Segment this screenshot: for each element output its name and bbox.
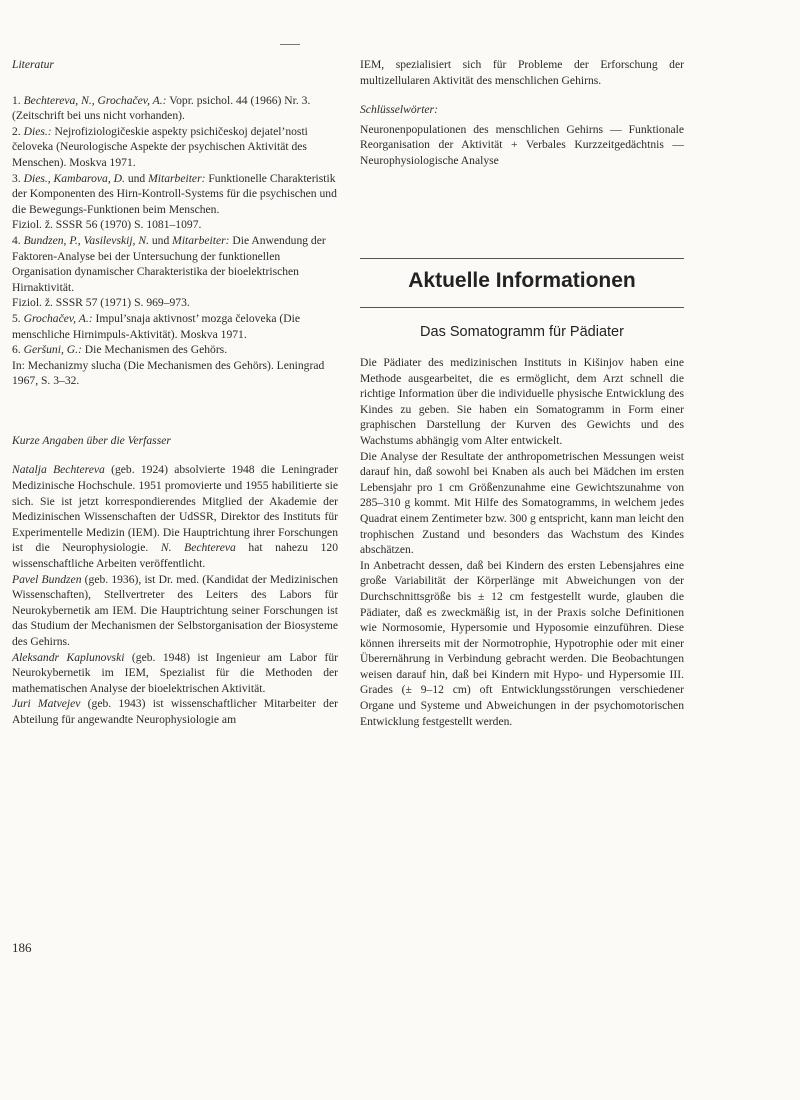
reference-item: 6. Geršuni, G.: Die Mechanismen des Gehörs. [12, 343, 228, 357]
article-paragraph: Die Analyse der Resultate der anthropometrischen Messungen weist darauf hin, daß sowohl bei Knaben als auch bei Mädchen im ersten Lebensjahr pro 1 cm Größenzunahme eine Gewichtszunahme von 285–310 g kommt. Mit Hilfe des Somatogramms, in welchem jedes Quadrat einem Zentimeter bzw. 300 g entspricht, kann man leicht den trophischen Zustand und besonders das Wachstum des Kindes abschätzen. [360, 449, 684, 557]
reference-item: 5. Grochačev, A.: Impul’snaja aktivnost’ mozga čeloveka (Die menschliche Hirnimpuls-Aktivität). Moskva 1971. [12, 311, 301, 341]
article-body [360, 355, 684, 729]
left-column [12, 57, 338, 728]
bio-continuation: IEM, spezialisiert sich für Probleme der Erforschung der multizellularen Aktivität des menschlichen Gehirns. [360, 58, 684, 87]
keywords-heading: Schlüsselwörter: [360, 103, 438, 117]
article-title: Das Somatogramm für Pädiater [420, 324, 624, 340]
reference-note: (Zeitschrift bei uns nicht vorhanden). [12, 109, 185, 123]
author-bio: Aleksandr Kaplunovski (geb. 1948) ist Ingenieur am Labor für Neurokybernetik im IEM, Spezialist für die Methoden der mathematischen Analyse der bioelektrischen Aktivität. [12, 650, 339, 695]
reference-item: 4. Bundzen, P., Vasilevskij, N. und Mitarbeiter: Die Anwendung der Faktoren-Analyse bei der Untersuchung der funktionellen Organisation dynamischer Charakteristika der bioelektrischen Hirnaktivität. [12, 233, 326, 294]
section-rule-top [360, 258, 684, 259]
bio-heading: Kurze Angaben über die Verfasser [12, 433, 171, 447]
author-bio: Pavel Bundzen (geb. 1936), ist Dr. med. (Kandidat der Medizinischen Wissenschaften), Stellvertreter des Leiters des Labors für Neurokybernetik am IEM. Die Hauptrichtung seiner Forschungen ist das Studium der Mechanismen der Selbstorganisation der Biosysteme des Gehirns. [12, 572, 339, 648]
reference-note: Fiziol. ž. SSSR 56 (1970) S. 1081–1097. [12, 218, 202, 232]
section-rule-bottom [360, 307, 684, 308]
keywords-text: Neuronenpopulationen des menschlichen Gehirns — Funktionale Reorganisation der Aktivität + Verbales Kurzzeitgedächtnis — Neurophysiologische Analyse [360, 122, 684, 167]
page-number: 186 [12, 940, 32, 955]
reference-item: 2. Dies.: Nejrofiziologičeskie aspekty psichičeskoj dejatel’nosti čeloveka (Neurologische Aspekte der psychischen Aktivität des Menschen). Moskva 1971. [12, 124, 308, 169]
reference-note: Fiziol. ž. SSSR 57 (1971) S. 969–973. [12, 296, 190, 310]
scan-mark [280, 44, 300, 45]
reference-item: 1. Bechtereva, N., Grochačev, A.: Vopr. psichol. 44 (1966) Nr. 3. [12, 93, 311, 107]
literatur-heading: Literatur [12, 58, 54, 71]
reference-item: 3. Dies., Kambarova, D. und Mitarbeiter: Funktionelle Charakteristik der Komponenten des Hirn-Kontroll-Systems für die psychischen und die Bewegungs-Funktionen beim Menschen. [12, 171, 337, 216]
section-title: Aktuelle Informationen [408, 269, 636, 292]
author-bio: Natalja Bechtereva (geb. 1924) absolvierte 1948 die Leningrader Medizinische Hochschule. 1951 promovierte und 1955 habilitierte sie sich. Sie ist jetzt korrespondierendes Mitglied der Akademie der Medizinischen Wissenschaften der UdSSR, Direktor des Instituts für Experimentelle Medizin (IEM). Die Hauptrichtung ihrer Forschungen ist die Neurophysiologie. N. Bechtereva hat nahezu 120 wissenschaftliche Arbeiten veröffentlicht. [12, 463, 338, 571]
article-paragraph: Die Pädiater des medizinischen Instituts in Kišinjov haben eine Methode ausgearbeitet, die es ermöglicht, dem Arzt schnell die richtige Information über die individuelle physische Entwicklung des Kindes zu geben. Sie haben ein Somatogramm in Form einer graphischen Darstellung der Kurven des Gewichts und des Wachstums abhängig vom Alter entwickelt. [360, 356, 684, 447]
right-column [360, 57, 684, 169]
author-bio: Juri Matvejev (geb. 1943) ist wissenschaftlicher Mitarbeiter der Abteilung für angewandte Neurophysiologie am [12, 697, 338, 726]
article-paragraph: In Anbetracht dessen, daß bei Kindern des ersten Lebensjahres eine große Variabilität der Körperlänge mit Abweichungen von der Durchschnittsgröße bis ± 12 cm festgestellt wurde, glauben die Pädiater, daß es zweckmäßig ist, in der Praxis solche Definitionen wie Normosomie, Hypersomie und Hyposomie einzuführen. Diese können ihrerseits mit der Normotrophie, Hypotrophie oder mit einer Überernährung in Verbindung gebracht werden. Die Beobachtungen weisen darauf hin, daß bei Kindern mit Hypo- und Hypersomie III. Grades (± 9–12 cm) oft Entwicklungsstörungen verschiedener Organe und Systeme und Abweichungen in der psychomotorischen Entwicklung festgestellt werden. [360, 558, 684, 728]
reference-note: In: Mechanizmy slucha (Die Mechanismen des Gehörs). Leningrad 1967, S. 3–32. [12, 358, 325, 388]
